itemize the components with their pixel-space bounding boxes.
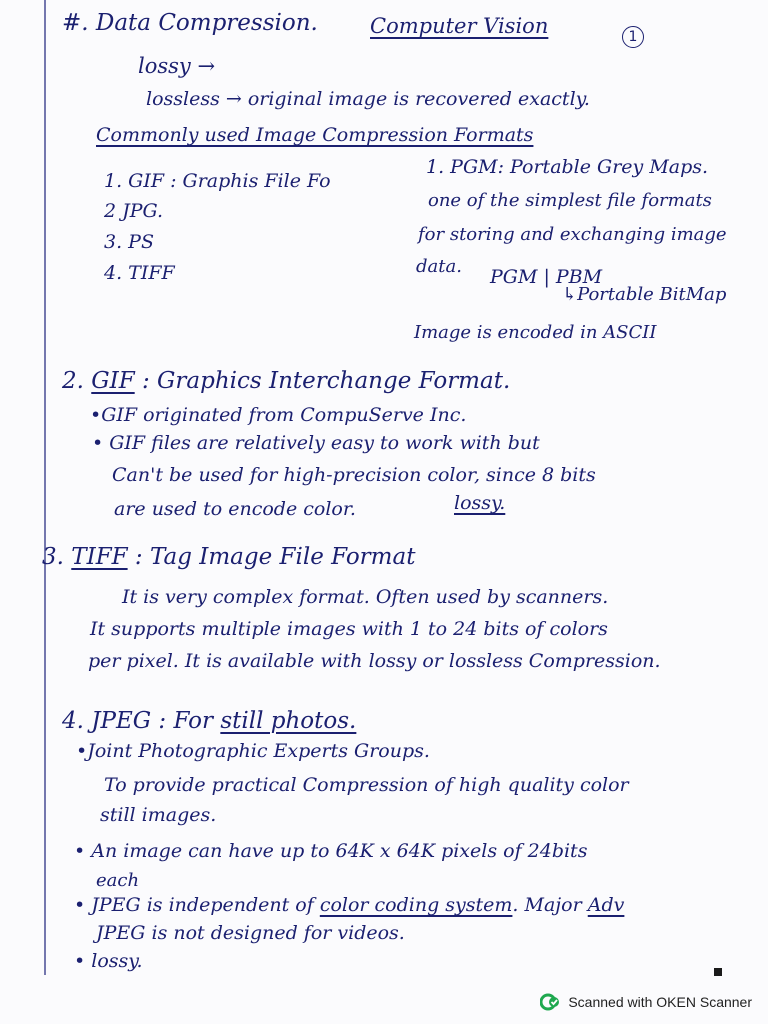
gif-heading xyxy=(62,370,510,393)
gif-bullet-cont: are used to encode color. xyxy=(114,498,356,520)
section-key: still photos. xyxy=(220,708,357,734)
gif-bullet: • GIF files are relatively easy to work with but xyxy=(92,432,540,454)
tiff-line: per pixel. It is available with lossy or lossless Compression. xyxy=(88,650,661,672)
format-item-tiff: 4. TIFF xyxy=(104,262,175,284)
jpeg-bullet: •Joint Photographic Experts Groups. xyxy=(76,740,430,762)
format-item-jpg: 2 JPG. xyxy=(104,200,164,222)
jpeg-bullet xyxy=(74,896,624,915)
jpeg-heading xyxy=(62,710,356,733)
scanner-text: Scanned with OKEN Scanner xyxy=(568,994,752,1010)
format-item-ps: 3. PS xyxy=(104,231,154,253)
scanner-watermark xyxy=(540,992,752,1012)
gif-lossy: lossy. xyxy=(454,492,506,514)
section-heading-rest: : Graphics Interchange Format. xyxy=(142,368,511,394)
section-number: 2. xyxy=(62,368,84,394)
jpeg-bullet-cont: still images. xyxy=(100,804,217,826)
page-number: 1 xyxy=(622,26,644,48)
tiff-line: It supports multiple images with 1 to 24 bits of colors xyxy=(90,618,608,640)
pgm-line: data. xyxy=(416,256,462,277)
lossy-text: lossy → xyxy=(138,54,216,78)
section-heading-pre: 4. JPEG : For xyxy=(62,708,214,734)
margin-line xyxy=(44,0,46,975)
bullet-text: • JPEG is independent of xyxy=(74,894,314,916)
jpeg-bullet-cont: JPEG is not designed for videos. xyxy=(96,922,405,944)
jpeg-bullet: • An image can have up to 64K x 64K pixels of 24bits xyxy=(74,840,588,862)
jpeg-bullet: • lossy. xyxy=(74,950,143,972)
pgm-line: for storing and exchanging image xyxy=(418,224,727,245)
pgm-pbm: PGM | PBM xyxy=(490,266,603,288)
pgm-line: one of the simplest file formats xyxy=(428,190,712,211)
bullet-text: . Major xyxy=(512,894,582,916)
section-heading-rest: : Tag Image File Format xyxy=(134,544,416,570)
section-key: TIFF xyxy=(71,544,128,570)
scanner-logo-icon xyxy=(540,992,560,1012)
format-item-gif: 1. GIF : Graphis File Fo xyxy=(104,170,331,192)
lossless-text: lossless → original image is recovered exactly. xyxy=(146,88,590,110)
bullet-emphasis: Adv xyxy=(587,894,625,916)
page-title: #. Data Compression. xyxy=(62,10,318,36)
pbm-expansion: ↳Portable BitMap xyxy=(562,284,727,305)
jpeg-bullet-cont: each xyxy=(96,870,140,891)
tiff-heading xyxy=(42,546,415,569)
gif-bullet: •GIF originated from CompuServe Inc. xyxy=(90,404,467,426)
section-key: GIF xyxy=(91,368,135,394)
subject-title: Computer Vision xyxy=(370,14,549,38)
gif-bullet-cont: Can't be used for high-precision color, since 8 bits xyxy=(112,464,596,486)
page-corner-mark xyxy=(714,968,722,976)
section-number: 3. xyxy=(42,544,64,570)
formats-heading: Commonly used Image Compression Formats xyxy=(96,124,534,146)
pgm-encoding: Image is encoded in ASCII xyxy=(414,322,657,343)
bullet-emphasis: color coding system xyxy=(319,894,513,916)
pgm-line: 1. PGM: Portable Grey Maps. xyxy=(426,156,709,178)
tiff-line: It is very complex format. Often used by scanners. xyxy=(122,586,609,608)
jpeg-bullet-cont: To provide practical Compression of high quality color xyxy=(104,774,629,796)
